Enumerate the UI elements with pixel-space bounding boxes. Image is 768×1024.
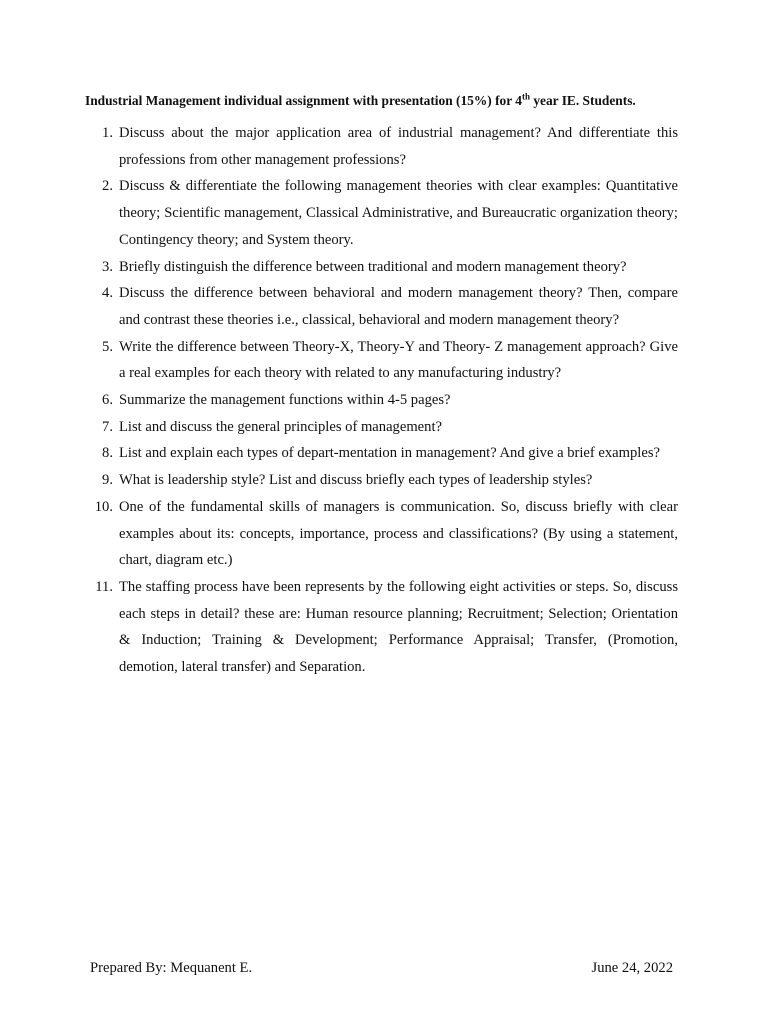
- question-item: [88, 334, 678, 387]
- question-item: [88, 173, 678, 253]
- question-item: [88, 574, 678, 681]
- question-number: 3.: [102, 258, 113, 275]
- question-number: 11.: [95, 578, 113, 595]
- question-text: Write the difference between Theory-X, Theory-Y and Theory- Z management approach? Give a real examples for each theory with related to any manufacturing industry?: [119, 338, 678, 382]
- document-date: June 24, 2022: [591, 960, 673, 976]
- question-text: List and discuss the general principles of management?: [119, 418, 442, 435]
- question-text: The staffing process have been represents by the following eight activities or steps. So, discuss each steps in detail? these are: Human resource planning; Recruitment; Selection; Orientation & Induction; Training & Development; Performance Appraisal; Transfer, (Promotion, demotion, lateral transfer) and Separation.: [119, 578, 678, 676]
- question-item: [88, 387, 678, 414]
- question-text: One of the fundamental skills of managers is communication. So, discuss briefly with clear examples about its: concepts, importance, process and classifications? (By using a statement, chart, diagram etc.): [119, 498, 678, 569]
- question-item: [88, 414, 678, 441]
- question-number: 8.: [102, 445, 113, 462]
- question-text: Summarize the management functions within 4-5 pages?: [119, 392, 451, 409]
- question-number: 10.: [94, 498, 113, 515]
- question-text: Discuss & differentiate the following management theories with clear examples: Quantitative theory; Scientific management, Classical Administrative, and Bureaucratic organization theory; Contingency theory; and System theory.: [119, 178, 678, 248]
- question-item: [88, 280, 678, 333]
- question-number: 1.: [102, 125, 113, 141]
- question-number: 4.: [102, 285, 113, 302]
- question-text: Briefly distinguish the difference between traditional and modern management theory?: [119, 258, 627, 275]
- question-number: 6.: [102, 392, 113, 409]
- prepared-by: Prepared By: Mequanent E.: [90, 960, 253, 976]
- assignment-title: [85, 92, 685, 110]
- question-number: 7.: [102, 418, 113, 435]
- question-item: [88, 120, 678, 173]
- question-item: [88, 440, 678, 467]
- question-text: Discuss about the major application area of industrial management? And differentiate this professions from other management professions?: [119, 125, 678, 168]
- question-text: Discuss the difference between behavioral and modern management theory? Then, compare and contrast these theories i.e., classical, behavioral and modern management theory?: [119, 285, 678, 328]
- title-ordinal-suffix: th: [521, 91, 530, 102]
- question-number: 2.: [102, 178, 113, 195]
- question-text: List and explain each types of depart-mentation in management? And give a brief examples?: [119, 445, 660, 462]
- question-number: 9.: [102, 472, 113, 489]
- question-item: [88, 254, 678, 281]
- question-item: [88, 467, 678, 494]
- title-end: year IE. Students.: [529, 93, 636, 108]
- title-main: Industrial Management individual assignment with presentation (15%) for 4: [85, 93, 522, 108]
- question-list: [88, 120, 678, 681]
- question-item: [88, 494, 678, 574]
- question-text: What is leadership style? List and discuss briefly each types of leadership styles?: [119, 472, 593, 489]
- question-number: 5.: [102, 338, 113, 355]
